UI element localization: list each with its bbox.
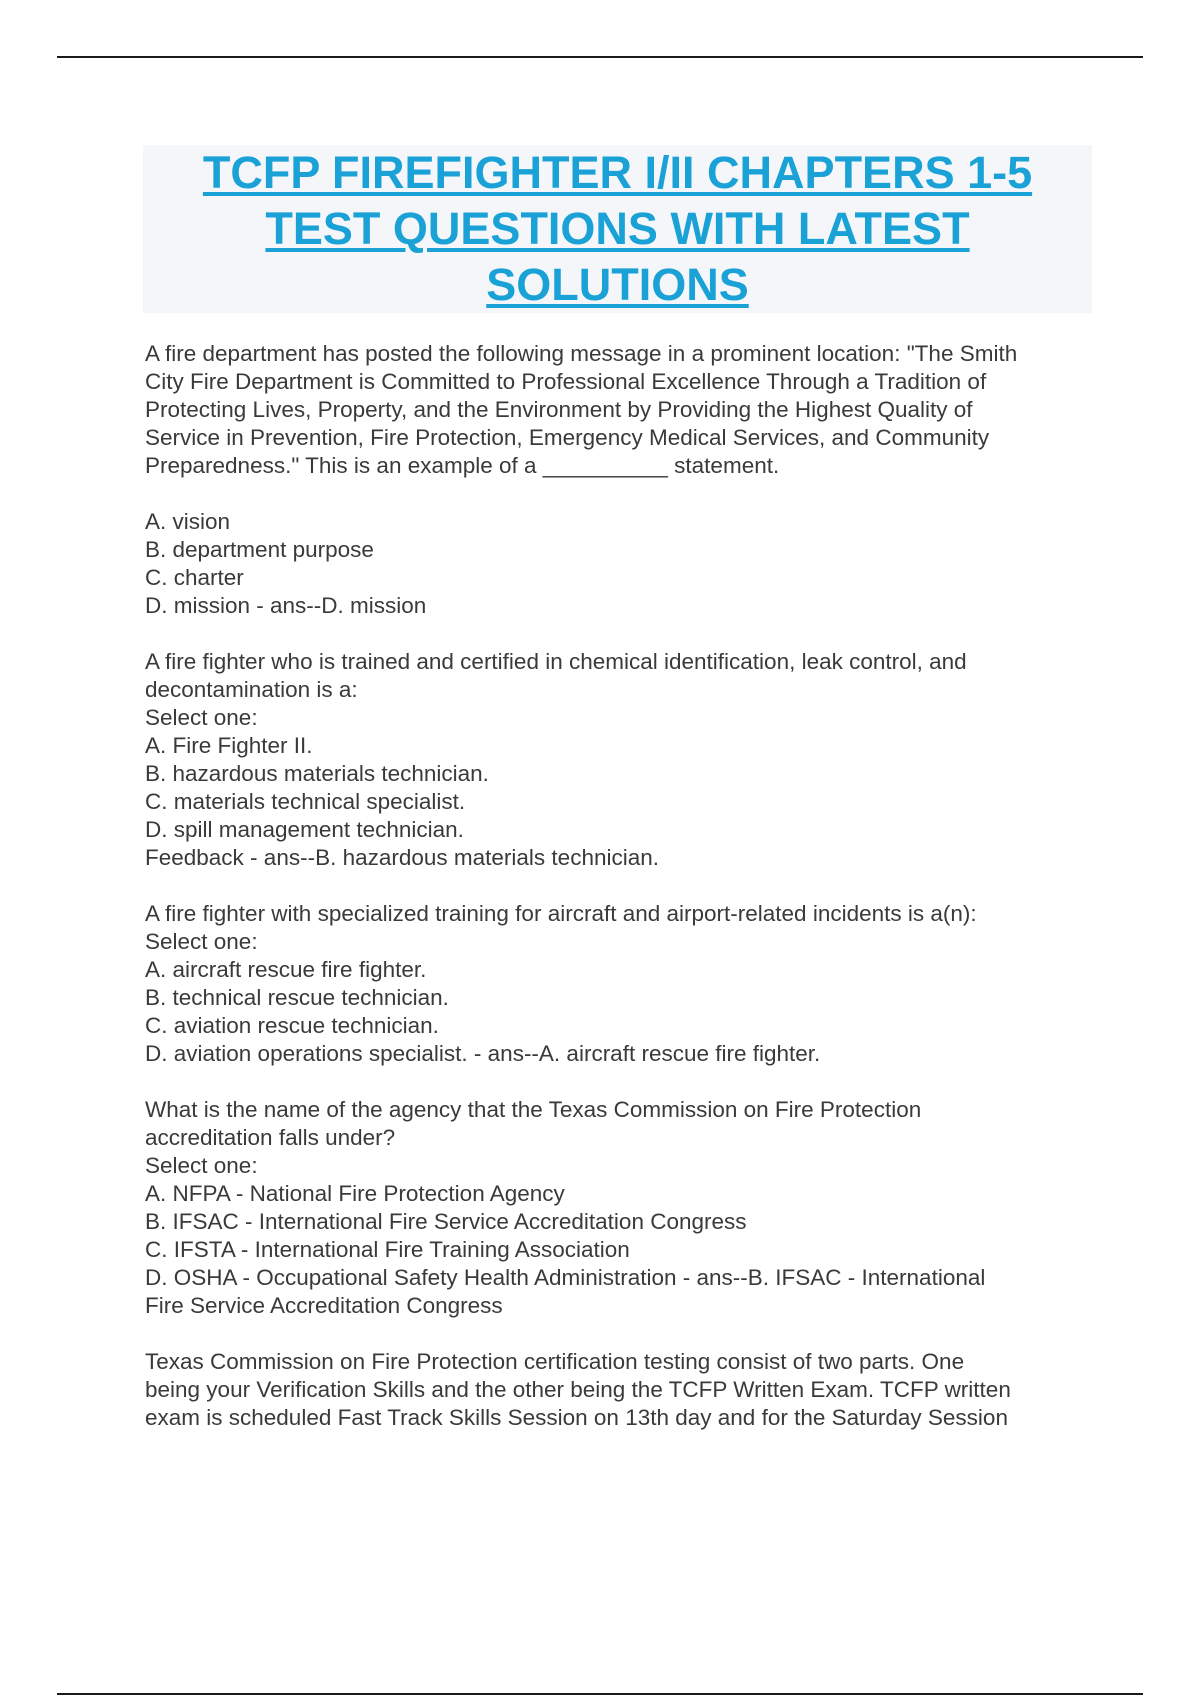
option-line: A. NFPA - National Fire Protection Agency xyxy=(145,1181,565,1206)
option-line: C. materials technical specialist. xyxy=(145,789,466,814)
question-block-3 xyxy=(145,900,1105,1068)
answer-line: D. mission - ans--D. mission xyxy=(145,593,427,618)
question-block-4 xyxy=(145,1096,1105,1320)
option-line: B. IFSAC - International Fire Service Accreditation Congress xyxy=(145,1209,747,1234)
document-title xyxy=(143,145,1092,313)
document-body xyxy=(145,340,1105,1460)
question-line: What is the name of the agency that the Texas Commission on Fire Protection xyxy=(145,1097,922,1122)
title-line: SOLUTIONS xyxy=(486,259,749,310)
question-line: Texas Commission on Fire Protection certification testing consist of two parts. One xyxy=(145,1349,965,1374)
option-line: A. Fire Fighter II. xyxy=(145,733,313,758)
title-line: TCFP FIREFIGHTER I/II CHAPTERS 1-5 xyxy=(202,147,1033,198)
answer-line: Fire Service Accreditation Congress xyxy=(145,1293,503,1318)
option-line: A. aircraft rescue fire fighter. xyxy=(145,957,427,982)
answer-line: D. OSHA - Occupational Safety Health Administration - ans--B. IFSAC - International xyxy=(145,1265,986,1290)
question-line: exam is scheduled Fast Track Skills Session on 13th day and for the Saturday Session xyxy=(145,1405,1008,1430)
option-line: C. charter xyxy=(145,565,244,590)
bottom-rule xyxy=(57,1693,1143,1695)
select-one-line: Select one: xyxy=(145,929,258,954)
option-line: B. hazardous materials technician. xyxy=(145,761,489,786)
blank-line xyxy=(145,480,1105,508)
question-line: Protecting Lives, Property, and the Environment by Providing the Highest Quality of xyxy=(145,397,973,422)
answer-line: Feedback - ans--B. hazardous materials technician. xyxy=(145,845,659,870)
select-one-line: Select one: xyxy=(145,1153,258,1178)
answer-line: D. aviation operations specialist. - ans--A. aircraft rescue fire fighter. xyxy=(145,1041,821,1066)
option-line: A. vision xyxy=(145,509,231,534)
question-line: decontamination is a: xyxy=(145,677,358,702)
question-line: A fire fighter with specialized training for aircraft and airport-related incidents is a(n): xyxy=(145,901,977,926)
title-banner xyxy=(143,145,1092,313)
title-line: TEST QUESTIONS WITH LATEST xyxy=(265,203,970,254)
question-line: accreditation falls under? xyxy=(145,1125,396,1150)
question-block-2 xyxy=(145,648,1105,872)
option-line: C. aviation rescue technician. xyxy=(145,1013,439,1038)
question-line: A fire department has posted the following message in a prominent location: "The Smith xyxy=(145,341,1018,366)
top-rule xyxy=(57,56,1143,58)
question-line: City Fire Department is Committed to Professional Excellence Through a Tradition of xyxy=(145,369,987,394)
select-one-line: Select one: xyxy=(145,705,258,730)
question-line: Preparedness." This is an example of a __________ statement. xyxy=(145,453,780,478)
question-block-5 xyxy=(145,1348,1105,1432)
option-line: B. technical rescue technician. xyxy=(145,985,449,1010)
question-line: Service in Prevention, Fire Protection, Emergency Medical Services, and Community xyxy=(145,425,990,450)
question-block-1 xyxy=(145,340,1105,620)
option-line: B. department purpose xyxy=(145,537,374,562)
option-line: C. IFSTA - International Fire Training Association xyxy=(145,1237,630,1262)
question-line: A fire fighter who is trained and certified in chemical identification, leak control, and xyxy=(145,649,967,674)
question-line: being your Verification Skills and the other being the TCFP Written Exam. TCFP written xyxy=(145,1377,1011,1402)
option-line: D. spill management technician. xyxy=(145,817,464,842)
